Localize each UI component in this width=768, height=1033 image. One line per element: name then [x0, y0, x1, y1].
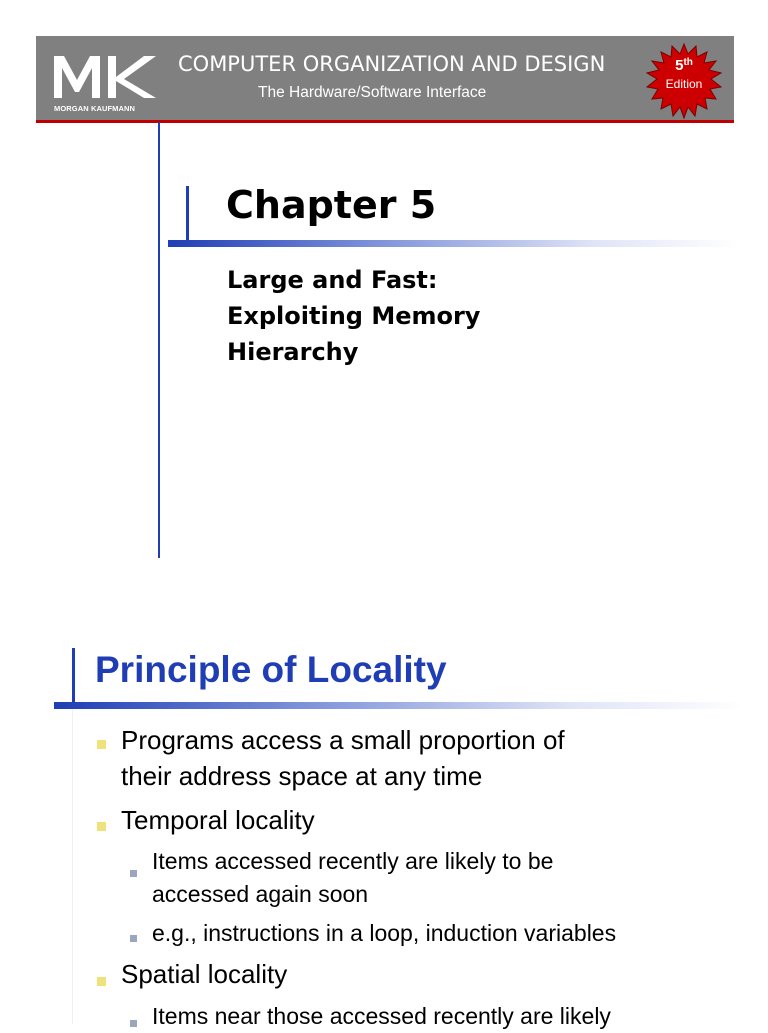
bullet-square-icon [97, 977, 106, 986]
sub-bullet-item [152, 845, 752, 911]
chapter-subtitle [227, 262, 647, 374]
bullet-line: e.g., instructions in a loop, induction variables [152, 920, 617, 946]
bullet-item [121, 722, 721, 794]
slide2-left-rule [72, 706, 73, 1024]
sub-bullet-item [152, 1000, 752, 1033]
book-title: COMPUTER ORGANIZATION AND DESIGN [178, 52, 606, 76]
bullet-line: their address space at any time [121, 761, 483, 791]
bullet-line: Temporal locality [121, 805, 315, 835]
slide2-title-accent [72, 648, 75, 706]
logo-tagline: MORGAN KAUFMANN [54, 104, 136, 113]
sub-bullet-item [152, 917, 752, 950]
chapter-subtitle-line: Large and Fast: [227, 266, 438, 294]
sub-bullet-square-icon [130, 935, 137, 942]
chapter-subtitle-line: Exploiting Memory [227, 302, 481, 330]
bullet-line: accessed again soon [152, 881, 369, 907]
slide1-left-rule [158, 122, 160, 558]
slide1-title-accent [186, 186, 189, 244]
bullet-square-icon [97, 740, 106, 749]
edition-number-value: 5 [675, 57, 684, 74]
bullet-line: Programs access a small proportion of [121, 725, 565, 755]
chapter-title: Chapter 5 [226, 183, 437, 227]
bullet-square-icon [97, 822, 106, 831]
bullet-line: Spatial locality [121, 959, 288, 989]
edition-label: Edition [665, 77, 703, 91]
locality-slide [0, 580, 768, 1029]
book-subtitle: The Hardware/Software Interface [258, 84, 487, 101]
chapter-subtitle-line: Hierarchy [227, 338, 359, 366]
edition-number [662, 56, 706, 76]
bullet-line: Items accessed recently are likely to be [152, 848, 554, 874]
slide-title: Principle of Locality [95, 649, 447, 690]
slide1-title-rule [168, 240, 738, 247]
sub-bullet-square-icon [130, 870, 137, 877]
edition-number-suffix: th [683, 57, 693, 68]
bullet-item [121, 956, 721, 992]
bullet-item [121, 802, 721, 838]
slide2-title-rule [54, 702, 744, 709]
bullet-line: Items near those accessed recently are likely [152, 1003, 611, 1029]
